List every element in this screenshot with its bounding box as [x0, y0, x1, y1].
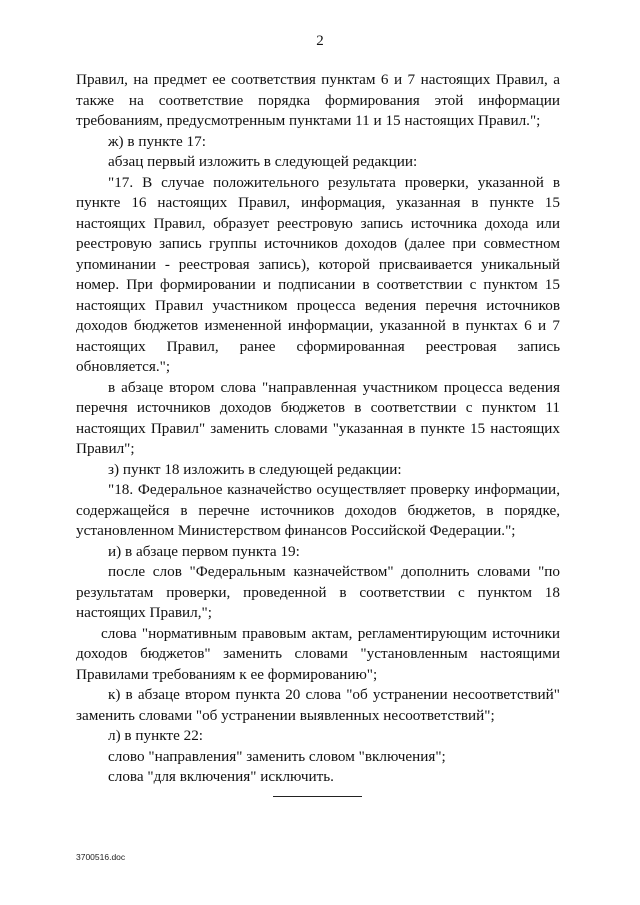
footer-filename: 3700516.doc [76, 852, 126, 862]
paragraph: л) в пункте 22: [108, 727, 204, 744]
document-body [76, 70, 560, 788]
paragraph: слова "для включения" исключить. [108, 768, 334, 785]
paragraph: к) в абзаце втором пункта 20 слова "об устранении несоответствий" заменить словами "об устранении выявленных несоответствий"; [76, 686, 560, 724]
paragraph: ж) в пункте 17: [108, 132, 206, 150]
page-number: 2 [316, 33, 324, 49]
paragraph: "17. В случае положительного результата проверки, указанной в пункте 16 настоящих Правил, информация, указанная в пункте 15 настоящих Правил, образует реестровую запись источника дохода или реестровую запись группы источников доходов (далее при совместном упоминании - реестровая запись), которой присваивается уникальный номер. При формировании и подписании в соответствии с пунктом 15 настоящих Правил участником процесса ведения перечня источников доходов бюджетов измененной информации, указанной в пунктах 6 и 7 настоящих Правил, ранее сформированная реестровая запись обновляется."; [76, 173, 560, 375]
paragraph: абзац первый изложить в следующей редакции: [108, 153, 418, 170]
paragraph: слово "направления" заменить словом "включения"; [108, 747, 446, 765]
paragraph: з) пункт 18 изложить в следующей редакции: [108, 460, 402, 478]
paragraph: слова "нормативным правовым актам, регламентирующим источники доходов бюджетов" заменить словами "установленным настоящими Правилами требованиям к ее формированию"; [76, 624, 560, 683]
paragraph: и) в абзаце первом пункта 19: [108, 542, 300, 560]
paragraph: в абзаце втором слова "направленная участником процесса ведения перечня источников доходов бюджетов в соответствии с пунктом 11 настоящих Правил" заменить словами "указанная в пункте 15 настоящих Правил"; [76, 378, 560, 457]
paragraph: после слов "Федеральным казначейством" дополнить словами "по результатам проверки, проведенной в соответствии с пунктом 18 настоящих Правил,"; [76, 563, 560, 621]
paragraph: "18. Федеральное казначейство осуществляет проверку информации, содержащейся в перечне источников доходов бюджетов, в порядке, установленном Министерством финансов Российской Федерации."; [76, 481, 560, 539]
paragraph: Правил, на предмет ее соответствия пунктам 6 и 7 настоящих Правил, а также на соответствие порядка формирования этой информации требованиям, предусмотренным пунктами 11 и 15 настоящих Правил."; [76, 71, 560, 129]
end-divider [273, 796, 362, 797]
